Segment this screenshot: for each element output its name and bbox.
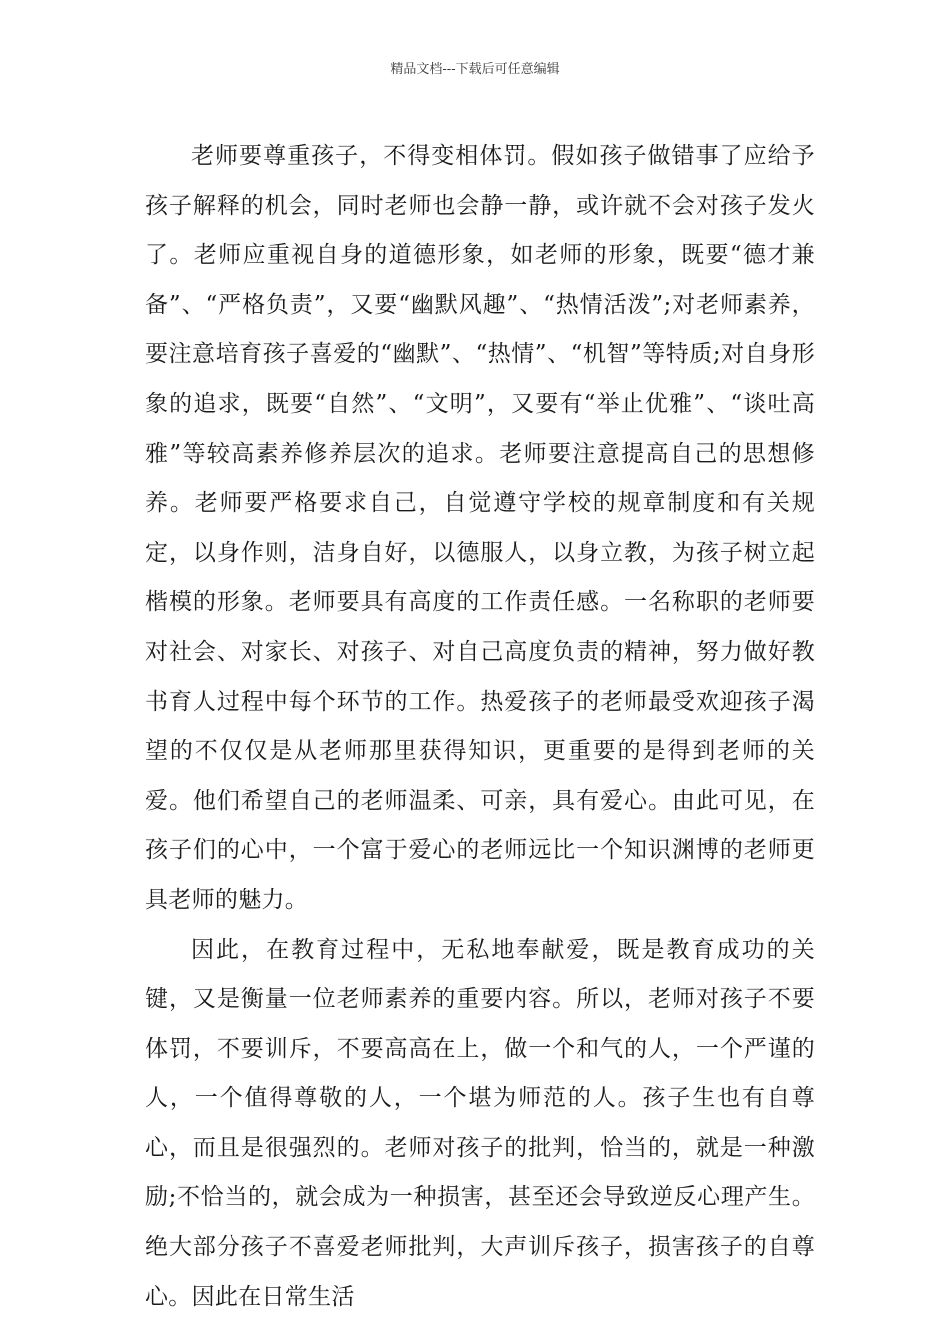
paragraph-1: 老师要尊重孩子，不得变相体罚。假如孩子做错事了应给予孩子解释的机会，同时老师也会静一静，或许就不会对孩子发火了。老师应重视自身的道德形象，如老师的形象，既要“德才兼备”、“严格负责”，又要“幽默风趣”、“热情活泼”;对老师素养，要注意培育孩子喜爱的“幽默”、“热情”、“机智”等特质;对自身形象的追求，既要“自然”、“文明”，又要有“举止优雅”、“谈吐高雅”等较高素养修养层次的追求。老师要注意提高自己的思想修养。老师要严格要求自己，自觉遵守学校的规章制度和有关规定，以身作则，洁身自好，以德服人，以身立教，为孩子树立起楷模的形象。老师要具有高度的工作责任感。一名称职的老师要对社会、对家长、对孩子、对自己高度负责的精神，努力做好教书育人过程中每个环节的工作。热爱孩子的老师最受欢迎孩子渴望的不仅仅是从老师那里获得知识，更重要的是得到老师的关爱。他们希望自己的老师温柔、可亲，具有爱心。由此可见，在孩子们的心中，一个富于爱心的老师远比一个知识渊博的老师更具老师的魅力。 <box>145 143 815 913</box>
paragraph-2: 因此，在教育过程中，无私地奉献爱，既是教育成功的关键，又是衡量一位老师素养的重要内容。所以，老师对孩子不要体罚，不要训斥，不要高高在上，做一个和气的人，一个严谨的人，一个值得尊敬的人，一个堪为师范的人。孩子生也有自尊心，而且是很强烈的。老师对孩子的批判，恰当的，就是一种激励;不恰当的，就会成为一种损害，甚至还会导致逆反心理产生。绝大部分孩子不喜爱老师批判，大声训斥孩子，损害孩子的自尊心。因此在日常生活 <box>145 936 815 1310</box>
document-body <box>145 132 815 1322</box>
page-header: 精品文档---下载后可任意编辑 <box>390 62 560 77</box>
